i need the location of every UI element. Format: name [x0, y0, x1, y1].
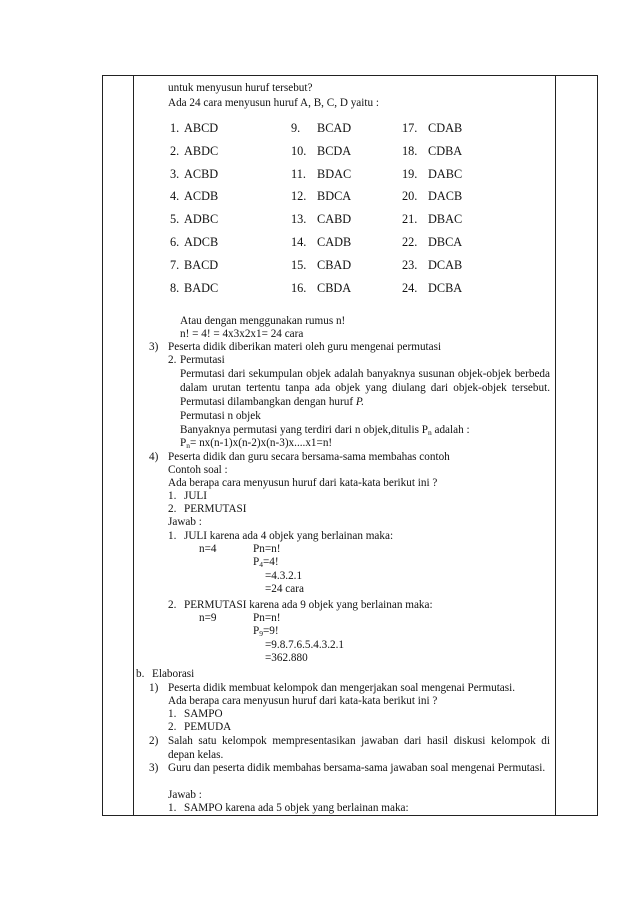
answer-1-text: JULI karena ada 4 objek yang berlainan maka:	[184, 530, 394, 542]
arrangement-number: 17.	[402, 121, 418, 135]
elab-step-2-text: Salah satu kelompok mempresentasikan jawaban dari hasil diskusi kelompok di depan kelas.	[168, 735, 550, 761]
step-3-number: 3)	[149, 341, 159, 353]
formula-line-1: Atau dengan menggunakan rumus n!	[180, 315, 346, 327]
elab-step-3-number: 3)	[149, 762, 159, 774]
arrangement-word: DBCA	[428, 235, 463, 249]
elaboration-title: Elaborasi	[152, 668, 195, 680]
arrangement-word: CADB	[317, 235, 352, 249]
answer-2-n: n=9	[199, 612, 217, 624]
elab-answer-heading: Jawab :	[168, 789, 202, 801]
elab-step-2-number: 2)	[149, 735, 159, 747]
arrangement-word: ADBC	[184, 212, 219, 227]
elab-step-1-text: Peserta didik membuat kelompok dan mengerjakan soal mengenai Permutasi.	[168, 682, 516, 694]
elab-step-3-text: Guru dan peserta didik membahas bersama-sama jawaban soal mengenai Permutasi.	[168, 762, 546, 774]
elab-answer-1-text: SAMPO karena ada 5 objek yang berlainan maka:	[184, 802, 409, 814]
example-question: Ada berapa cara menyusun huruf dari kata-kata berikut ini ?	[168, 477, 438, 489]
example-item-1-number: 1.	[168, 490, 177, 502]
elab-step-1-number: 1)	[149, 682, 159, 694]
arrangement-word: BACD	[184, 257, 219, 272]
arrangement-word: ACDB	[184, 189, 219, 204]
arrangement-word: BADC	[184, 280, 219, 295]
elab-item-1-number: 1.	[168, 708, 177, 720]
answer-2-text: PERMUTASI karena ada 9 objek yang berlainan maka:	[184, 599, 433, 611]
table-divider-left	[133, 76, 134, 815]
permutation-symbol: P.	[355, 396, 365, 408]
permutation-formula: $P_n= nx(n-1)x(n-2)x(n-3)x....x1=n$!	[180, 437, 333, 450]
example-item-1: JULI	[184, 490, 207, 502]
answer-1-line-2: $P_4=4$!	[253, 556, 279, 569]
permutation-definition: Permutasi dari sekumpulan objek adalah banyaknya susunan objek-objek berbeda dalam urutan tertentu tanpa ada objek yang diulang dari objek-objek tersebut. Permutasi dilambangkan dengan huruf P.	[180, 368, 550, 408]
elab-item-1: SAMPO	[184, 708, 223, 720]
answer-2-line-2: $P_9=9$!	[253, 625, 279, 638]
arrangement-number: 13.	[291, 212, 307, 227]
arrangement-word: BCAD	[317, 121, 352, 135]
arrangement-word: DABC	[428, 166, 463, 181]
arrangement-number: 8.	[170, 280, 180, 295]
answer-1-line-1: Pn=n!	[253, 543, 281, 555]
arrangement-number: 12.	[291, 189, 307, 204]
arrangement-number: 1.	[170, 121, 180, 135]
arrangement-word: DCBA	[428, 280, 463, 295]
table-divider-right	[555, 76, 556, 815]
step-3-sub-title: Permutasi	[180, 354, 225, 366]
arrangement-number: 18.	[402, 143, 418, 158]
step-3-text: Peserta didik diberikan materi oleh guru mengenai permutasi	[168, 341, 442, 353]
example-item-2-number: 2.	[168, 503, 177, 515]
example-item-2: PERMUTASI	[184, 503, 247, 515]
answer-2-line-1: Pn=n!	[253, 612, 281, 624]
intro-line-1: untuk menyusun huruf tersebut?	[168, 82, 313, 94]
arrangement-number: 11.	[291, 166, 306, 181]
arrangement-number: 14.	[291, 235, 307, 249]
step-4-number: 4)	[149, 451, 159, 463]
arrangement-number: 5.	[170, 212, 180, 227]
answer-2-line-3: =9.8.7.6.5.4.3.2.1	[265, 639, 345, 651]
permutation-n-object: Permutasi n objek	[180, 410, 261, 422]
answer-2-line-4: =362.880	[265, 652, 308, 664]
arrangement-word: BCDA	[317, 143, 352, 158]
elab-answer-1-number: 1.	[168, 802, 177, 814]
arrangement-number: 16.	[291, 280, 307, 295]
step-4-text: Peserta didik dan guru secara bersama-sama membahas contoh	[168, 451, 450, 463]
answer-1-line-3: =4.3.2.1	[265, 570, 303, 582]
arrangement-number: 22.	[402, 235, 418, 249]
arrangement-number: 15.	[291, 257, 307, 272]
answer-1-n: n=4	[199, 543, 217, 555]
elab-item-2-number: 2.	[168, 721, 177, 733]
arrangement-word: CBAD	[317, 257, 352, 272]
arrangement-number: 6.	[170, 235, 180, 249]
arrangement-word: DBAC	[428, 212, 463, 227]
arrangement-word: BDAC	[317, 166, 352, 181]
arrangement-number: 10.	[291, 143, 307, 158]
formula-line-2: n! = 4! = 4x3x2x1= 24 cara	[180, 328, 304, 340]
permutation-count-text: Banyaknya permutasi yang terdiri dari n objek,ditulis $P_n$ adalah :	[180, 424, 470, 437]
arrangement-number: 4.	[170, 189, 180, 204]
arrangement-word: ACBD	[184, 166, 219, 181]
elab-item-2: PEMUDA	[184, 721, 232, 733]
arrangement-word: CDAB	[428, 121, 463, 135]
answer-1-line-4: =24 cara	[265, 583, 304, 595]
intro-line-2: Ada 24 cara menyusun huruf A, B, C, D yaitu :	[168, 97, 379, 109]
arrangement-number: 23.	[402, 257, 418, 272]
elab-question: Ada berapa cara menyusun huruf dari kata-kata berikut ini ?	[168, 695, 438, 707]
arrangement-number: 3.	[170, 166, 180, 181]
arrangement-number: 2.	[170, 143, 180, 158]
arrangement-word: ABCD	[184, 121, 219, 135]
arrangement-word: CBDA	[317, 280, 352, 295]
arrangement-number: 24.	[402, 280, 418, 295]
step-3-sub-number: 2.	[168, 354, 177, 366]
arrangement-number: 19.	[402, 166, 418, 181]
arrangement-word: DCAB	[428, 257, 463, 272]
answer-2-number: 2.	[168, 599, 177, 611]
answer-heading: Jawab :	[168, 516, 202, 528]
arrangement-word: CDBA	[428, 143, 463, 158]
arrangement-word: ADCB	[184, 235, 219, 249]
arrangement-number: 7.	[170, 257, 180, 272]
answer-1-number: 1.	[168, 530, 177, 542]
arrangement-number: 21.	[402, 212, 418, 227]
arrangement-word: ABDC	[184, 143, 219, 158]
arrangement-number: 20.	[402, 189, 418, 204]
arrangement-word: BDCA	[317, 189, 352, 204]
arrangement-word: DACB	[428, 189, 463, 204]
arrangement-word: CABD	[317, 212, 352, 227]
elaboration-label: b.	[136, 668, 145, 680]
example-heading: Contoh soal :	[168, 464, 228, 476]
arrangement-number: 9.	[291, 121, 301, 135]
